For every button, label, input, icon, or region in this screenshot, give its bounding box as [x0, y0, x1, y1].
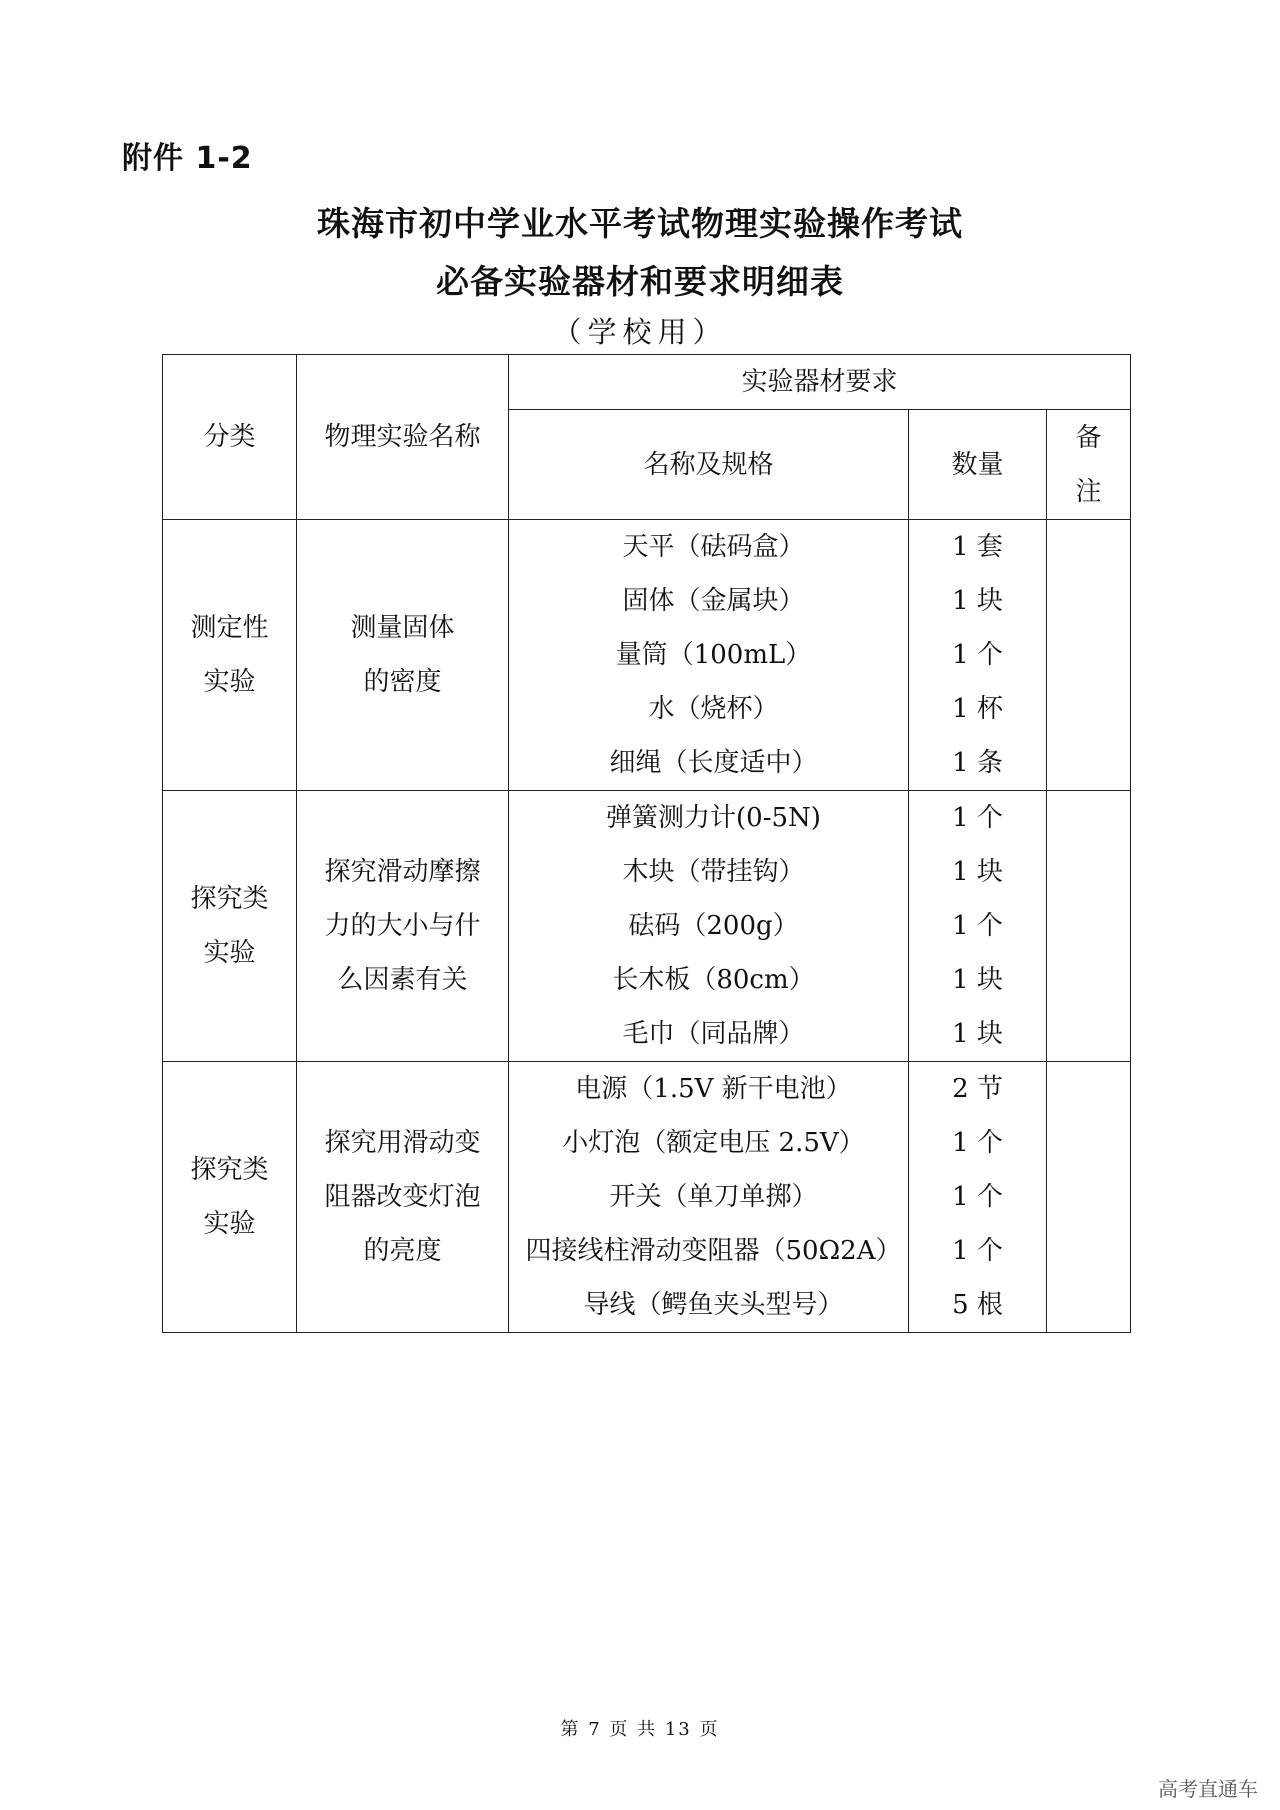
item-quantity: 1 个	[952, 803, 1003, 833]
item-spec: 弹簧测力计(0-5N)	[606, 803, 821, 833]
remark-cell	[1047, 520, 1131, 791]
experiment-name-line: 的密度	[363, 667, 442, 697]
category-line: 探究类	[190, 884, 269, 914]
item-quantity: 1 个	[952, 911, 1003, 941]
category-line: 实验	[203, 667, 256, 697]
item-spec: 导线（鳄鱼夹头型号）	[583, 1290, 844, 1320]
item-quantity: 1 套	[952, 532, 1003, 562]
item-spec: 水（烧杯）	[648, 694, 779, 724]
item-quantity: 5 根	[952, 1290, 1003, 1320]
quantity-cell	[909, 791, 1047, 1062]
experiment-name-line: 阻器改变灯泡	[324, 1182, 481, 1212]
item-quantity: 1 个	[952, 1128, 1003, 1158]
item-quantity: 1 个	[952, 1182, 1003, 1212]
spec-cell	[509, 520, 909, 791]
header-equipment-group: 实验器材要求	[509, 355, 1131, 410]
item-quantity: 1 杯	[952, 694, 1003, 724]
header-quantity: 数量	[909, 410, 1047, 520]
item-spec: 开关（单刀单掷）	[609, 1182, 818, 1212]
header-remark-line2: 注	[1075, 476, 1102, 507]
remark-cell	[1047, 791, 1131, 1062]
item-spec: 天平（砝码盒）	[622, 532, 805, 562]
item-spec: 长木板（80cm）	[612, 965, 815, 995]
experiment-name-line: 探究滑动摩擦	[324, 857, 481, 887]
item-spec: 细绳（长度适中）	[609, 748, 818, 778]
category-cell	[163, 520, 297, 791]
spec-cell	[509, 1062, 909, 1333]
page-title-line2: 必备实验器材和要求明细表	[436, 262, 844, 301]
experiment-name-line: 探究用滑动变	[324, 1128, 481, 1158]
page-title-line1: 珠海市初中学业水平考试物理实验操作考试	[317, 204, 963, 243]
table-header-row-1	[163, 355, 1131, 410]
watermark: 高考直通车	[1158, 1777, 1258, 1801]
experiment-name-cell	[297, 791, 509, 1062]
item-quantity: 1 块	[952, 965, 1003, 995]
item-quantity: 1 条	[952, 748, 1003, 778]
experiment-name-line: 力的大小与什	[324, 911, 481, 941]
category-line: 探究类	[190, 1155, 269, 1185]
spec-cell	[509, 791, 909, 1062]
item-quantity: 1 个	[952, 1236, 1003, 1266]
page-subtitle: （学校用）	[552, 315, 728, 349]
quantity-cell	[909, 1062, 1047, 1333]
category-cell	[163, 791, 297, 1062]
experiment-name-line: 么因素有关	[337, 965, 468, 995]
header-category: 分类	[163, 355, 297, 520]
category-cell	[163, 1062, 297, 1333]
page-footer: 第 7 页 共 13 页	[560, 1719, 720, 1740]
item-spec: 量筒（100mL）	[615, 640, 812, 670]
category-line: 测定性	[190, 613, 269, 643]
header-remark	[1047, 410, 1131, 520]
experiment-name-cell	[297, 1062, 509, 1333]
item-spec: 固体（金属块）	[622, 586, 805, 616]
item-spec: 四接线柱滑动变阻器（50Ω2A）	[525, 1236, 902, 1266]
item-quantity: 1 块	[952, 857, 1003, 887]
table-row	[163, 1062, 1131, 1333]
item-spec: 砝码（200g）	[628, 911, 799, 941]
equipment-table	[162, 354, 1131, 1333]
attachment-label: 附件 1-2	[122, 141, 253, 176]
item-spec: 电源（1.5V 新干电池）	[575, 1074, 852, 1104]
item-quantity: 1 块	[952, 586, 1003, 616]
item-quantity: 2 节	[952, 1074, 1003, 1104]
experiment-name-cell	[297, 520, 509, 791]
remark-cell	[1047, 1062, 1131, 1333]
item-quantity: 1 个	[952, 640, 1003, 670]
quantity-cell	[909, 520, 1047, 791]
item-spec: 木块（带挂钩）	[622, 857, 805, 887]
experiment-name-line: 测量固体	[350, 613, 455, 643]
header-spec: 名称及规格	[509, 410, 909, 520]
item-spec: 小灯泡（额定电压 2.5V）	[562, 1128, 865, 1158]
item-quantity: 1 块	[952, 1019, 1003, 1049]
table-row	[163, 791, 1131, 1062]
experiment-name-line: 的亮度	[363, 1236, 442, 1266]
item-spec: 毛巾（同品牌）	[622, 1019, 805, 1049]
category-line: 实验	[203, 938, 256, 968]
header-remark-line1: 备	[1075, 422, 1102, 453]
category-line: 实验	[203, 1209, 256, 1239]
header-experiment-name: 物理实验名称	[297, 355, 509, 520]
table-row	[163, 520, 1131, 791]
